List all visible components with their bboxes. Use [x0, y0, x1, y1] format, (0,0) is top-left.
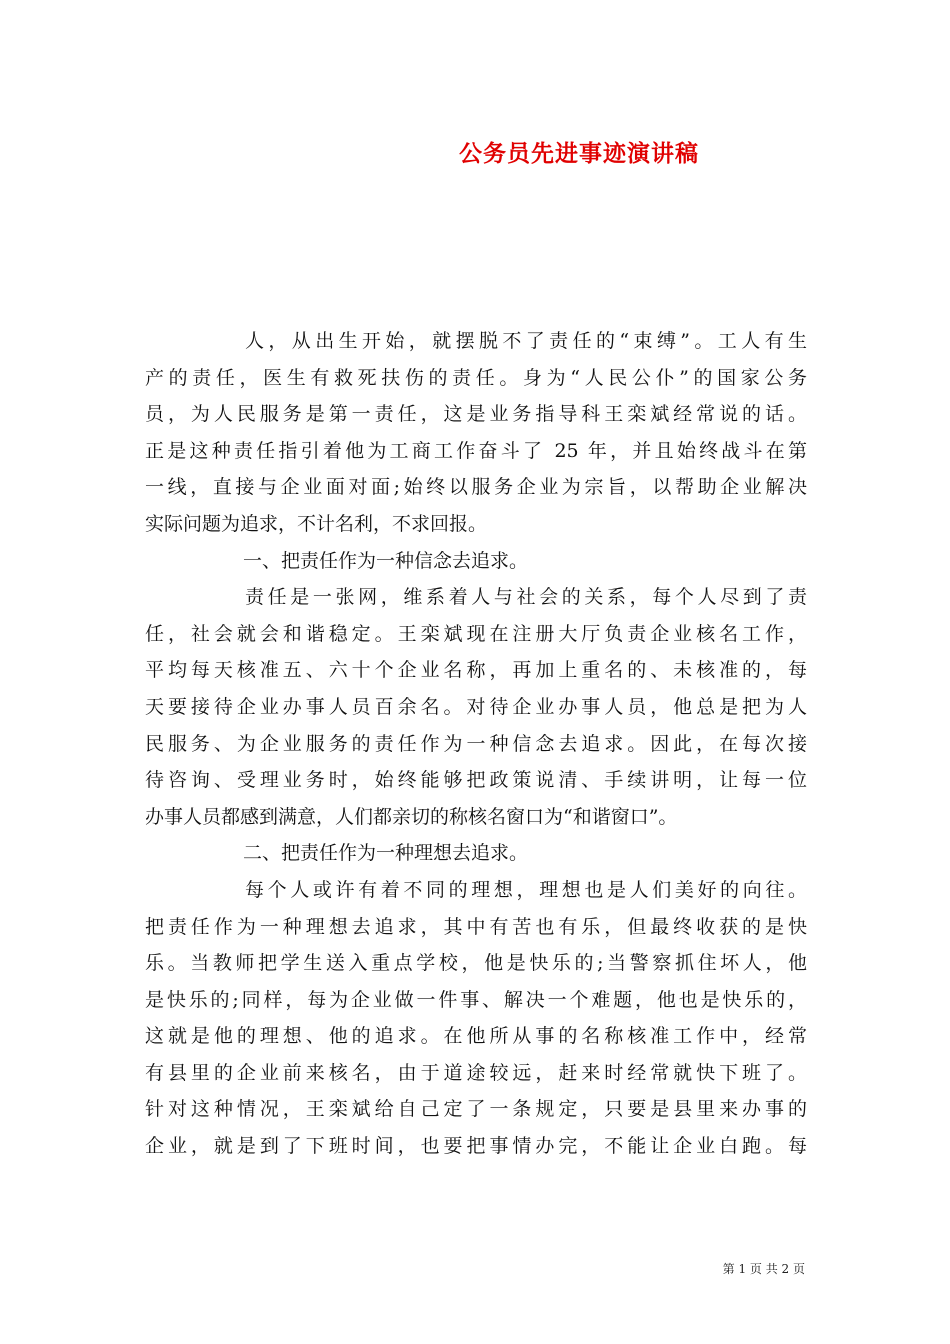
section-heading: 二、把责任作为一种理想去追求。 [243, 842, 529, 865]
body-line: 针对这种情况，王栾斌给自己定了一条规定，只要是县里来办事的 [145, 1098, 807, 1121]
body-line: 乐。当教师把学生送入重点学校，他是快乐的;当警察抓住坏人，他 [145, 952, 807, 975]
body-line: 企业，就是到了下班时间，也要把事情办完，不能让企业白跑。每 [145, 1135, 807, 1158]
body-line: 实际问题为追求，不计名利，不求回报。 [145, 512, 488, 535]
document-title: 公务员先进事迹演讲稿 [459, 140, 699, 167]
body-line: 待咨询、受理业务时，始终能够把政策说清、手续讲明，让每一位 [145, 769, 807, 792]
body-line: 天要接待企业办事人员百余名。对待企业办事人员，他总是把为人 [145, 695, 807, 718]
body-line: 民服务、为企业服务的责任作为一种信念去追求。因此，在每次接 [145, 732, 807, 755]
body-line: 平均每天核准五、六十个企业名称，再加上重名的、未核准的，每 [145, 659, 807, 682]
body-line: 办事人员都感到满意，人们都亲切的称核名窗口为“和谐窗口”。 [145, 805, 678, 828]
body-line: 有县里的企业前来核名，由于道途较远，赶来时经常就快下班了。 [145, 1061, 807, 1084]
body-line: 任，社会就会和谐稳定。王栾斌现在注册大厅负责企业核名工作， [145, 622, 807, 645]
body-line: 一线，直接与企业面对面;始终以服务企业为宗旨，以帮助企业解决 [145, 476, 807, 499]
page-footer: 第 1 页 共 2 页 [722, 1262, 805, 1276]
body-line: 人，从出生开始，就摆脱不了责任的“束缚”。工人有生 [245, 330, 807, 352]
section-heading: 一、把责任作为一种信念去追求。 [243, 549, 529, 572]
body-line: 正是这种责任指引着他为工商工作奋斗了 25 年，并且始终战斗在第 [145, 439, 807, 462]
body-line: 是快乐的;同样，每为企业做一件事、解决一个难题，他也是快乐的， [145, 988, 807, 1011]
body-line: 把责任作为一种理想去追求，其中有苦也有乐，但最终收获的是快 [145, 915, 807, 938]
body-line: 责任是一张网，维系着人与社会的关系，每个人尽到了责 [245, 586, 807, 609]
body-line: 每个人或许有着不同的理想，理想也是人们美好的向往。 [245, 878, 807, 901]
body-line: 产的责任，医生有救死扶伤的责任。身为“人民公仆”的国家公务 [145, 366, 807, 389]
document-body [145, 323, 807, 1165]
body-line: 这就是他的理想、他的追求。在他所从事的名称核准工作中，经常 [145, 1025, 807, 1048]
body-line: 员，为人民服务是第一责任，这是业务指导科王栾斌经常说的话。 [145, 403, 807, 426]
